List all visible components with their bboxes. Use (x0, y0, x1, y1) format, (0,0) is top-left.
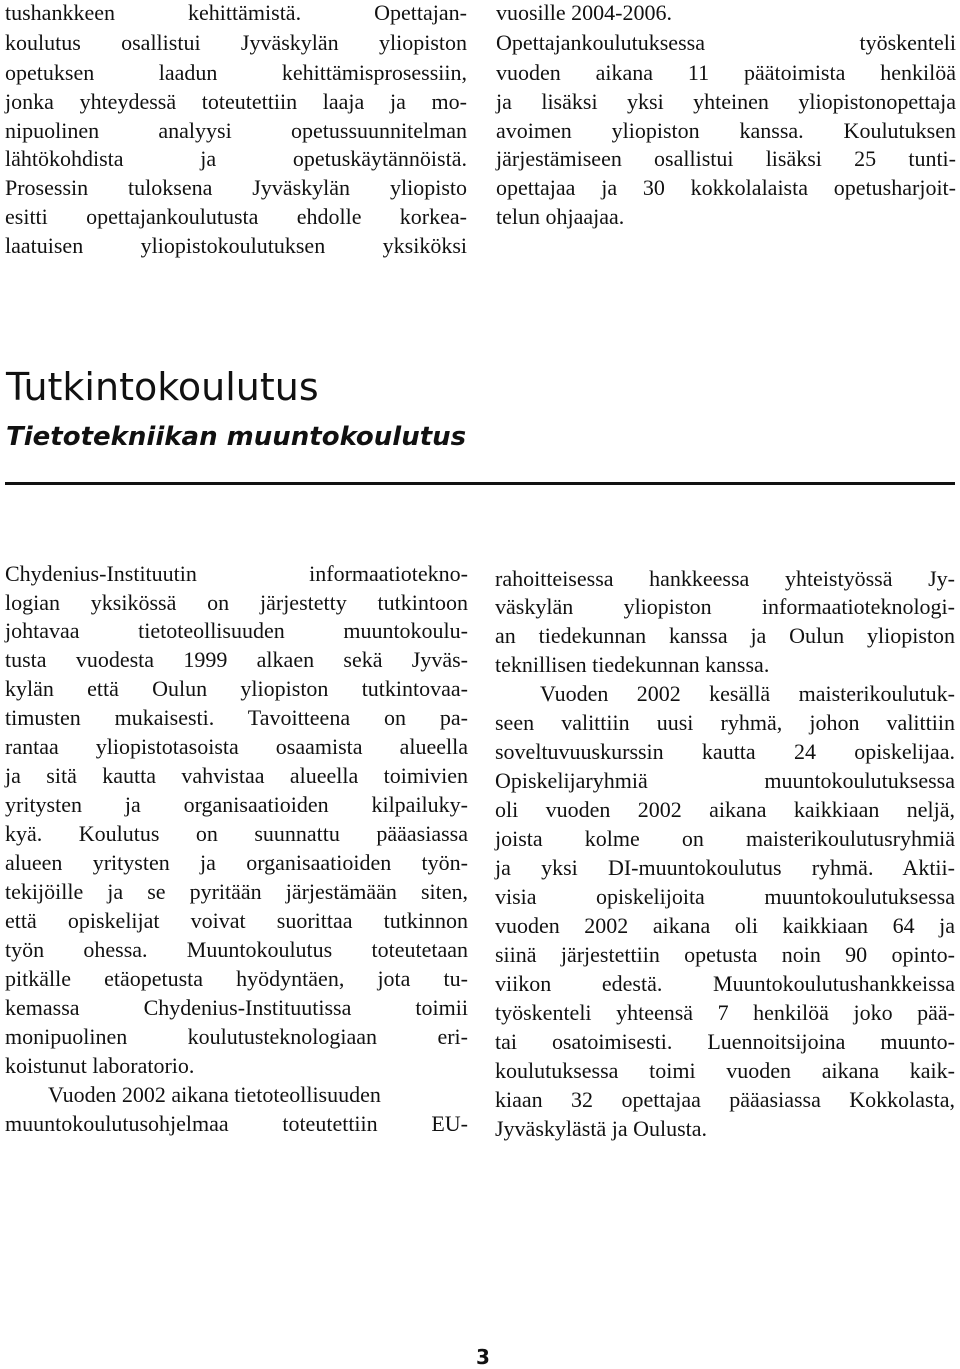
body-text-line: lähtökohdista ja opetuskäytännöistä. (5, 146, 467, 171)
body-text-line: vuoden 2002 aikana oli kaikkiaan 64 ja (495, 913, 955, 938)
body-text-line: kyä. Koulutus on suunnattu pääasiassa (5, 821, 468, 846)
body-text-line: tusta vuodesta 1999 alkaen sekä Jyväs- (5, 647, 468, 672)
body-text-line: teknillisen tiedekunnan kanssa. (495, 652, 770, 677)
body-text-line: kylän että Oulun yliopiston tutkintovaa- (5, 676, 468, 701)
body-text-line: Opettajankoulutuksessa työskenteli (496, 30, 956, 55)
body-text-line: ja sitä kautta vahvistaa alueella toimivien (5, 763, 468, 788)
body-text-line: kiaan 32 opettajaa pääasiassa Kokkolasta, (495, 1087, 955, 1112)
body-text-line: työskenteli yhteensä 7 henkilöä joko pää- (495, 1000, 955, 1025)
body-text-line: an tiedekunnan kanssa ja Oulun yliopiston (495, 623, 955, 648)
body-text-line: pitkälle etäopetusta hyödyntäen, jota tu- (5, 966, 468, 991)
body-text-line: jonka yhteydessä toteutettiin laaja ja mo- (5, 89, 467, 114)
body-text-line: opetuksen laadun kehittämisprosessiin, (5, 60, 467, 85)
body-text-line: Chydenius-Instituutin informaatioteknо- (5, 561, 468, 586)
body-text-line: laatuisen yliopistokoulutuksen yksiköksi (5, 233, 467, 258)
body-text-line: nipuolinen analyysi opetussuunnitelman (5, 118, 467, 143)
section-subheading: Tietotekniikan muuntokoulutus (6, 422, 467, 452)
body-text-line: työn ohessa. Muuntokoulutus toteutetaan (5, 937, 468, 962)
body-text-line: esitti opettajankoulutusta ehdolle korkea- (5, 204, 467, 229)
body-text-line: timusten mukaisesti. Tavoitteena on pa- (5, 705, 468, 730)
body-text-line: viikon edestä. Muuntokoulutushankkeissa (495, 971, 955, 996)
body-text-line: johtavaa tietoteollisuuden muuntokoulu- (5, 618, 468, 643)
body-text-line: koulutus osallistui Jyväskylän yliopiston (5, 30, 467, 55)
body-text-line: Opiskelijaryhmiä muuntokoulutuksessa (495, 768, 955, 793)
body-text-line: koulutuksessa toimi vuoden aikana kaik- (495, 1058, 955, 1083)
body-text-line: järjestämiseen osallistui lisäksi 25 tunti- (496, 146, 956, 171)
body-text-line: vuosille 2004-2006. (496, 0, 672, 25)
body-text-line: ja yksi DI-muuntokoulutus ryhmä. Aktii- (495, 855, 955, 880)
body-text-line: rahoitteisessa hankkeessa yhteistyössä Jy- (495, 566, 955, 591)
body-text-line: ja lisäksi yksi yhteinen yliopistonopettaja (496, 89, 956, 114)
body-text-line: Jyväskylästä ja Oulusta. (495, 1116, 708, 1141)
body-text-line: vuoden aikana 11 päätoimista henkilöä (496, 60, 956, 85)
body-text-line: rantaa yliopistotasoista osaamista alueella (5, 734, 468, 759)
body-text-line: visia opiskelijoita muuntokoulutuksessa (495, 884, 955, 909)
body-text-line: avoimen yliopiston kanssa. Koulutuksen (496, 118, 956, 143)
body-text-line: väskylän yliopiston informaatioteknologi- (495, 594, 955, 619)
body-text-line: oli vuoden 2002 aikana kaikkiaan neljä, (495, 797, 955, 822)
body-text-line: muuntokoulutusohjelmaa toteutettiin EU- (5, 1111, 468, 1136)
body-text-line: monipuolinen koulutusteknologiaan eri- (5, 1024, 468, 1049)
body-text-line: Vuoden 2002 aikana tietoteollisuuden (48, 1082, 381, 1107)
body-text-line: Vuoden 2002 kesällä maisterikoulutuk- (540, 681, 955, 706)
body-text-line: telun ohjaajaa. (496, 204, 625, 229)
body-text-line: logian yksikössä on järjestetty tutkintoon (5, 590, 468, 615)
body-text-line: soveltuvuuskurssin kautta 24 opiskelijaa. (495, 739, 955, 764)
section-divider (5, 482, 955, 485)
body-text-line: tai osatoimisesti. Luennoitsijoina muunto- (495, 1029, 955, 1054)
body-text-line: kemassa Chydenius-Instituutissa toimii (5, 995, 468, 1020)
body-text-line: opettajaa ja 30 kokkolalaista opetusharjoit- (496, 175, 956, 200)
body-text-line: siinä järjestettiin opetusta noin 90 opinto- (495, 942, 955, 967)
body-text-line: tushankkeen kehittämistä. Opettajan- (5, 0, 467, 25)
body-text-line: Prosessin tuloksena Jyväskylän yliopisto (5, 175, 467, 200)
body-text-line: että opiskelijat voivat suorittaa tutkinnon (5, 908, 468, 933)
body-text-line: yritysten ja organisaatioiden kilpailuky- (5, 792, 468, 817)
page-number: 3 (476, 1345, 490, 1369)
body-text-line: koistunut laboratorio. (5, 1053, 195, 1078)
section-heading: Tutkintokoulutus (6, 365, 319, 409)
body-text-line: alueen yritysten ja organisaatioiden työn- (5, 850, 468, 875)
body-text-line: seen valittiin uusi ryhmä, johon valittiin (495, 710, 955, 735)
body-text-line: joista kolme on maisterikoulutusryhmiä (495, 826, 955, 851)
body-text-line: tekijöille ja se pyritään järjestämään siten, (5, 879, 468, 904)
